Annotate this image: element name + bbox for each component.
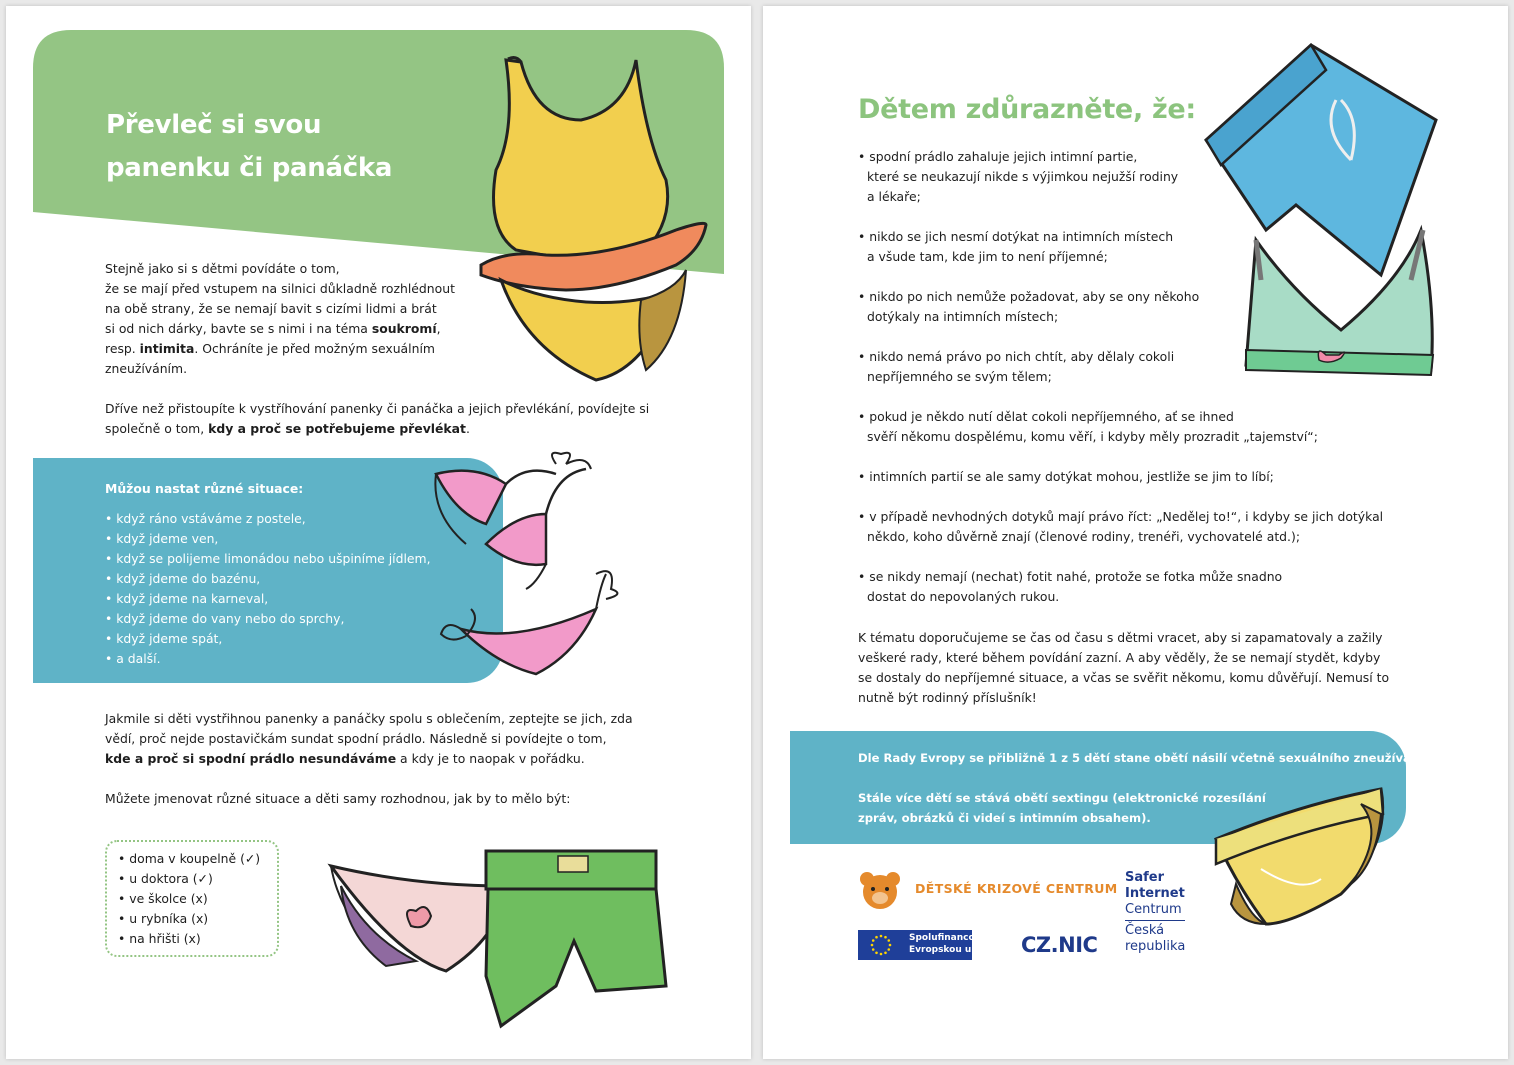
para2-line <box>105 419 649 439</box>
para3-bold: kde a proč si spodní prádlo nesundáváme <box>105 751 397 766</box>
emphasis-line: • intimních partií se ale samy dotýkat mohou, jestliže se jim to líbí; <box>858 469 1274 484</box>
emphasis-item <box>858 567 1383 607</box>
checklist-item: • na hřišti (x) <box>118 931 201 946</box>
emphasis-line: někdo, koho důvěrně znají (členové rodiny, trenéři, vychovatelé atd.); <box>867 529 1300 544</box>
page-title-line1: Převleč si svou <box>106 110 322 140</box>
para3-line: Jakmile si děti vystřihnou panenky a panáčky spolu s oblečením, zeptejte se jich, zda <box>105 711 633 726</box>
checklist-item: • u doktora (✓) <box>118 871 213 886</box>
page-title: Dětem zdůrazněte, že: <box>858 94 1196 125</box>
intro-text: , <box>436 321 441 336</box>
safer-internet-logo <box>1125 870 1185 955</box>
eu-flag-icon <box>858 930 904 960</box>
emphasis-item <box>858 507 1383 567</box>
sic-line: Internet <box>1125 886 1185 901</box>
sic-line: Centrum <box>1125 902 1185 921</box>
pink-bikini-illustration <box>426 444 646 694</box>
emphasis-line: dotýkaly na intimních místech; <box>867 309 1059 324</box>
right-page <box>763 6 1508 1059</box>
para2-text: . <box>465 421 470 436</box>
checklist-item: • doma v koupelně (✓) <box>118 851 261 866</box>
eu-stars-icon <box>858 930 904 960</box>
yellow-swimsuit-illustration <box>476 50 716 390</box>
checklist <box>118 849 260 949</box>
emphasis-line: a všude tam, kde jim to není příjemné; <box>867 249 1108 264</box>
emphasis-item <box>858 147 1383 207</box>
para3-line <box>105 749 633 769</box>
intro-text: si od nich dárky, bavte se s nimi i na téma <box>105 321 372 336</box>
closing-paragraph <box>858 628 1389 708</box>
banner-line: Stále více dětí se stává obětí sextingu (elektronické rozesílání <box>858 791 1266 805</box>
para2-bold: kdy a proč se potřebujeme převlékat <box>208 421 466 436</box>
situation-item: • když se polijeme limonádou nebo ušpiníme jídlem, <box>105 551 431 566</box>
situation-item: • a další. <box>105 651 161 666</box>
emphasis-item <box>858 227 1383 287</box>
emphasis-line: • pokud je někdo nutí dělat cokoli nepříjemného, ať se ihned <box>858 409 1234 424</box>
emphasis-line: • nikdo se jich nesmí dotýkat na intimních místech <box>858 229 1174 244</box>
intro-line: že se mají před vstupem na silnici důkladně rozhlédnout <box>105 281 455 296</box>
intro-line <box>105 339 455 359</box>
emphasis-line: • nikdo po nich nemůže požadovat, aby se ony někoho <box>858 289 1200 304</box>
emphasis-line: svěří někomu dospělému, komu věří, i kdyby měly prozradit „tajemství“; <box>867 429 1318 444</box>
para3-text: a kdy je to naopak v pořádku. <box>396 751 585 766</box>
sic-line: Česká <box>1125 923 1165 938</box>
emphasis-item <box>858 467 1383 507</box>
emphasis-item <box>858 347 1383 407</box>
para2-line: Dříve než přistoupíte k vystříhování panenky či panáčka a jejich převlékání, povídejte si <box>105 401 650 416</box>
banner-line: zpráv, obrázků či videí s intimním obsahem). <box>858 811 1151 825</box>
situation-item: • když jdeme na karneval, <box>105 591 269 606</box>
closing-line: se dostaly do nepříjemné situace, a včas se svěřit někomu, komu důvěřují. Nemusí to <box>858 670 1390 685</box>
left-page <box>6 6 751 1059</box>
emphasis-line: • v případě nevhodných dotyků mají právo říct: „Nedělej to!“, i kdyby se jich dotýkal <box>858 509 1384 524</box>
intro-line: zneužíváním. <box>105 361 188 376</box>
paragraph-2 <box>105 399 649 439</box>
situation-item: • když ráno vstáváme z postele, <box>105 511 306 526</box>
sic-line: republika <box>1125 939 1186 954</box>
intro-line <box>105 319 455 339</box>
situations-heading: Můžou nastat různé situace: <box>105 481 304 496</box>
situations-list <box>105 509 431 669</box>
closing-line: K tématu doporučujeme se čas od času s dětmi vracet, aby si zapamatovaly a zažily <box>858 630 1383 645</box>
closing-line: nutně být rodinný příslušník! <box>858 690 1037 705</box>
situation-item: • když jdeme spát, <box>105 631 223 646</box>
eu-line: Evropskou unií <box>909 945 984 955</box>
checklist-item: • u rybníka (x) <box>118 911 209 926</box>
emphasis-item <box>858 407 1383 467</box>
emphasis-item <box>858 287 1383 347</box>
intro-bold-privacy: soukromí <box>371 321 437 336</box>
dkc-logo-text: DĚTSKÉ KRIZOVÉ CENTRUM <box>915 881 1118 896</box>
eu-line: Spolufinancováno <box>909 933 1000 943</box>
situation-item: • když jdeme ven, <box>105 531 219 546</box>
closing-line: veškeré rady, které během povídání zazní. A aby věděly, že se nemají stydět, kdyby <box>858 650 1381 665</box>
intro-text: . Ochráníte je před možným sexuálním <box>194 341 435 356</box>
paragraph-4: Můžete jmenovat různé situace a děti samy rozhodnou, jak by to mělo být: <box>105 791 571 806</box>
teddy-bear-logo-icon <box>858 870 902 910</box>
emphasis-line: které se neukazují nikde s výjimkou nejužší rodiny <box>867 169 1179 184</box>
emphasis-line: • nikdo nemá právo po nich chtít, aby dělaly cokoli <box>858 349 1175 364</box>
situation-item: • když jdeme do vany nebo do sprchy, <box>105 611 345 626</box>
intro-line: Stejně jako si s dětmi povídáte o tom, <box>105 261 340 276</box>
cznic-logo: CZ.NIC <box>1021 933 1098 957</box>
para3-line: vědí, proč nejde postavičkám sundat spodní prádlo. Následně si povídejte o tom, <box>105 731 607 746</box>
situation-item: • když jdeme do bazénu, <box>105 571 261 586</box>
underwear-illustration <box>326 836 696 1036</box>
intro-line: na obě strany, že se nemají bavit s cizími lidmi a brát <box>105 301 437 316</box>
emphasis-line: • se nikdy nemají (nechat) fotit nahé, protože se fotka může snadno <box>858 569 1283 584</box>
intro-paragraph <box>105 259 455 379</box>
emphasis-line: dostat do nepovolaných rukou. <box>867 589 1060 604</box>
banner-line: Dle Rady Evropy se přibližně 1 z 5 dětí stane obětí násilí včetně sexuálního zneužívání. <box>858 751 1428 765</box>
sic-line: Safer <box>1125 870 1165 885</box>
emphasis-line: • spodní prádlo zahaluje jejich intimní partie, <box>858 149 1138 164</box>
emphasis-list <box>858 147 1383 607</box>
intro-text: resp. <box>105 341 140 356</box>
eu-label <box>909 932 999 956</box>
emphasis-line: nepříjemného se svým tělem; <box>867 369 1052 384</box>
yellow-briefs-illustration <box>1211 774 1396 939</box>
checklist-item: • ve školce (x) <box>118 891 208 906</box>
intro-bold-intimacy: intimita <box>139 341 195 356</box>
paragraph-3 <box>105 709 633 769</box>
emphasis-line: a lékaře; <box>867 189 921 204</box>
para2-text: společně o tom, <box>105 421 209 436</box>
page-title-line2: panenku či panáčka <box>106 153 393 183</box>
